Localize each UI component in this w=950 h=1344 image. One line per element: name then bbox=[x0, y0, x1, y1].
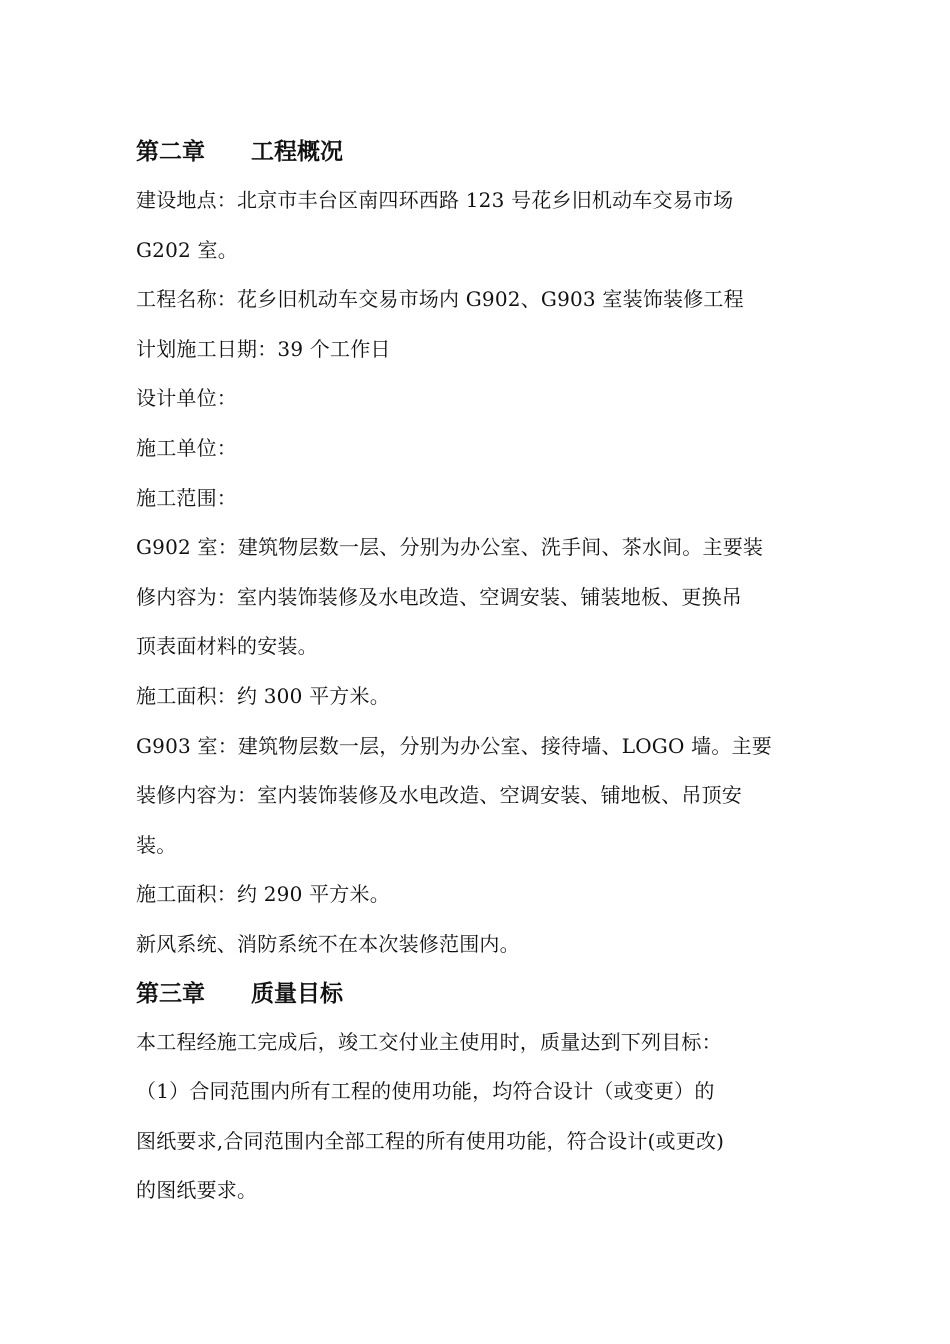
quality-intro-line: 本工程经施工完成后，竣工交付业主使用时，质量达到下列目标： bbox=[136, 1029, 722, 1054]
quality-item-1-line-1: （1）合同范围内所有工程的使用功能，均符合设计（或变更）的 bbox=[136, 1079, 715, 1104]
planned-schedule-line: 计划施工日期：39 个工作日 bbox=[136, 336, 391, 361]
g903-description-line-1: G903 室：建筑物层数一层，分别为办公室、接待墙、LOGO 墙。主要 bbox=[136, 733, 772, 758]
g902-description-line-2: 修内容为：室内装饰装修及水电改造、空调安装、铺装地板、更换吊 bbox=[136, 584, 742, 609]
chapter-3-number: 第三章 bbox=[136, 980, 205, 1007]
chapter-3-heading bbox=[136, 970, 816, 1018]
g903-area-line: 施工面积：约 290 平方米。 bbox=[136, 882, 390, 907]
construction-site-line: 建设地点：北京市丰台区南四环西路 123 号花乡旧机动车交易市场 bbox=[136, 188, 734, 212]
construction-scope-line: 施工范围： bbox=[136, 485, 237, 510]
quality-item-1-line-2: 图纸要求,合同范围内全部工程的所有使用功能，符合设计(或更改) bbox=[136, 1128, 725, 1153]
g902-area-line: 施工面积：约 300 平方米。 bbox=[136, 683, 390, 708]
g903-description-line-2: 装修内容为：室内装饰装修及水电改造、空调安装、铺地板、吊顶安 bbox=[136, 783, 742, 808]
chapter-2-heading bbox=[136, 128, 816, 176]
construction-site-line-cont: G202 室。 bbox=[136, 237, 238, 262]
g902-description-line-3: 顶表面材料的安装。 bbox=[136, 634, 318, 659]
document-page bbox=[136, 128, 816, 1216]
chapter-3-title: 质量目标 bbox=[251, 980, 343, 1007]
construction-unit-line: 施工单位： bbox=[136, 435, 237, 460]
chapter-2-number: 第二章 bbox=[136, 139, 205, 165]
g903-description-line-3: 装。 bbox=[136, 832, 177, 857]
chapter-2-title: 工程概况 bbox=[251, 139, 343, 165]
g902-description-line-1: G902 室：建筑物层数一层、分别为办公室、洗手间、茶水间。主要装 bbox=[136, 535, 764, 560]
excluded-systems-line: 新风系统、消防系统不在本次装修范围内。 bbox=[136, 931, 520, 956]
design-unit-line: 设计单位： bbox=[136, 386, 237, 411]
project-name-line: 工程名称：花乡旧机动车交易市场内 G902、G903 室装饰装修工程 bbox=[136, 287, 744, 312]
quality-item-1-line-3: 的图纸要求。 bbox=[136, 1178, 258, 1203]
